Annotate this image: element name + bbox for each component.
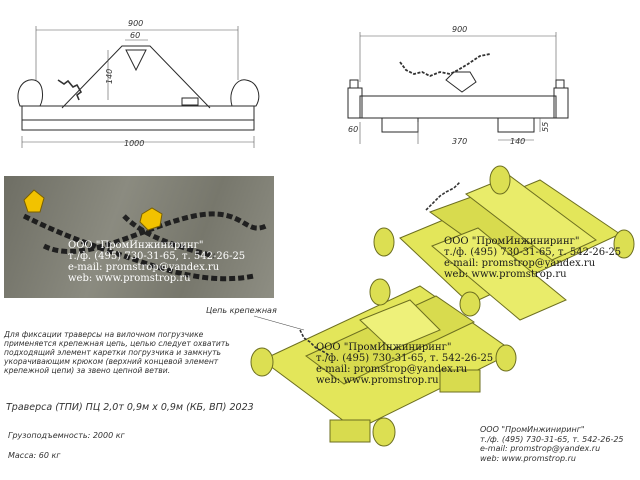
front-dim-bottom: 1000 (124, 139, 145, 148)
side-view-drawing (348, 25, 568, 146)
lower-wm-phone: т./ф. (495) 730-31-65, т. 542-26-25 (316, 353, 494, 364)
photo-wm-email: e-mail: promstrop@yandex.ru (68, 262, 220, 273)
upper-wm-phone: т./ф. (495) 730-31-65, т. 542-26-25 (444, 247, 622, 258)
contact-company: ООО "ПромИнжиниринг" (480, 425, 585, 434)
lower-wm-company: ООО "ПромИнжиниринг" (316, 342, 452, 353)
photo-watermark (68, 240, 245, 284)
chain-photo (4, 176, 274, 298)
chain-callout-label: Цепь крепежная (206, 306, 277, 315)
contact-email: e-mail: promstrop@yandex.ru (480, 444, 601, 453)
lower-wm-web: web: www.promstrop.ru (316, 375, 439, 386)
instructions-text: Для фиксации траверсы на вилочном погрузчике применяется крепежная цепь, цепью следует охватить подходящий элемент каретки погрузчика и замкнуть укорачивающим крюком (верхний концевой элемент крепежной цепи) за звено цепной ветви. (4, 330, 230, 375)
side-dim-60: 60 (348, 125, 359, 134)
frame-watermark-lower (316, 342, 493, 386)
photo-wm-company: ООО "ПромИнжиниринг" (68, 240, 204, 251)
upper-wm-company: ООО "ПромИнжиниринг" (444, 236, 580, 247)
upper-wm-web: web: www.promstrop.ru (444, 269, 567, 280)
front-view-drawing (18, 19, 259, 148)
side-dim-55: 55 (541, 121, 550, 132)
spec-capacity: Грузоподъемность: 2000 кг (8, 431, 125, 440)
contact-phone: т./ф. (495) 730-31-65, т. 542-26-25 (480, 434, 624, 444)
side-dim-top: 900 (452, 25, 468, 34)
lower-wm-email: e-mail: promstrop@yandex.ru (316, 364, 468, 375)
product-title: Траверса (ТПИ) ПЦ 2,0т 0,9м х 0,9м (КБ, ВП) 2023 (6, 402, 254, 413)
contact-web: web: www.promstrop.ru (480, 453, 576, 463)
upper-wm-email: e-mail: promstrop@yandex.ru (444, 258, 596, 269)
photo-wm-web: web: www.promstrop.ru (68, 273, 191, 284)
side-dim-370: 370 (452, 137, 468, 146)
contact-block (480, 425, 624, 463)
photo-wm-phone: т./ф. (495) 730-31-65, т. 542-26-25 (68, 251, 246, 262)
frame-watermark-upper (444, 236, 621, 280)
front-dim-gap: 60 (130, 31, 141, 40)
side-dim-140: 140 (510, 137, 526, 146)
front-dim-height: 140 (105, 68, 114, 84)
front-dim-top: 900 (128, 19, 144, 28)
spec-mass: Масса: 60 кг (8, 451, 61, 460)
